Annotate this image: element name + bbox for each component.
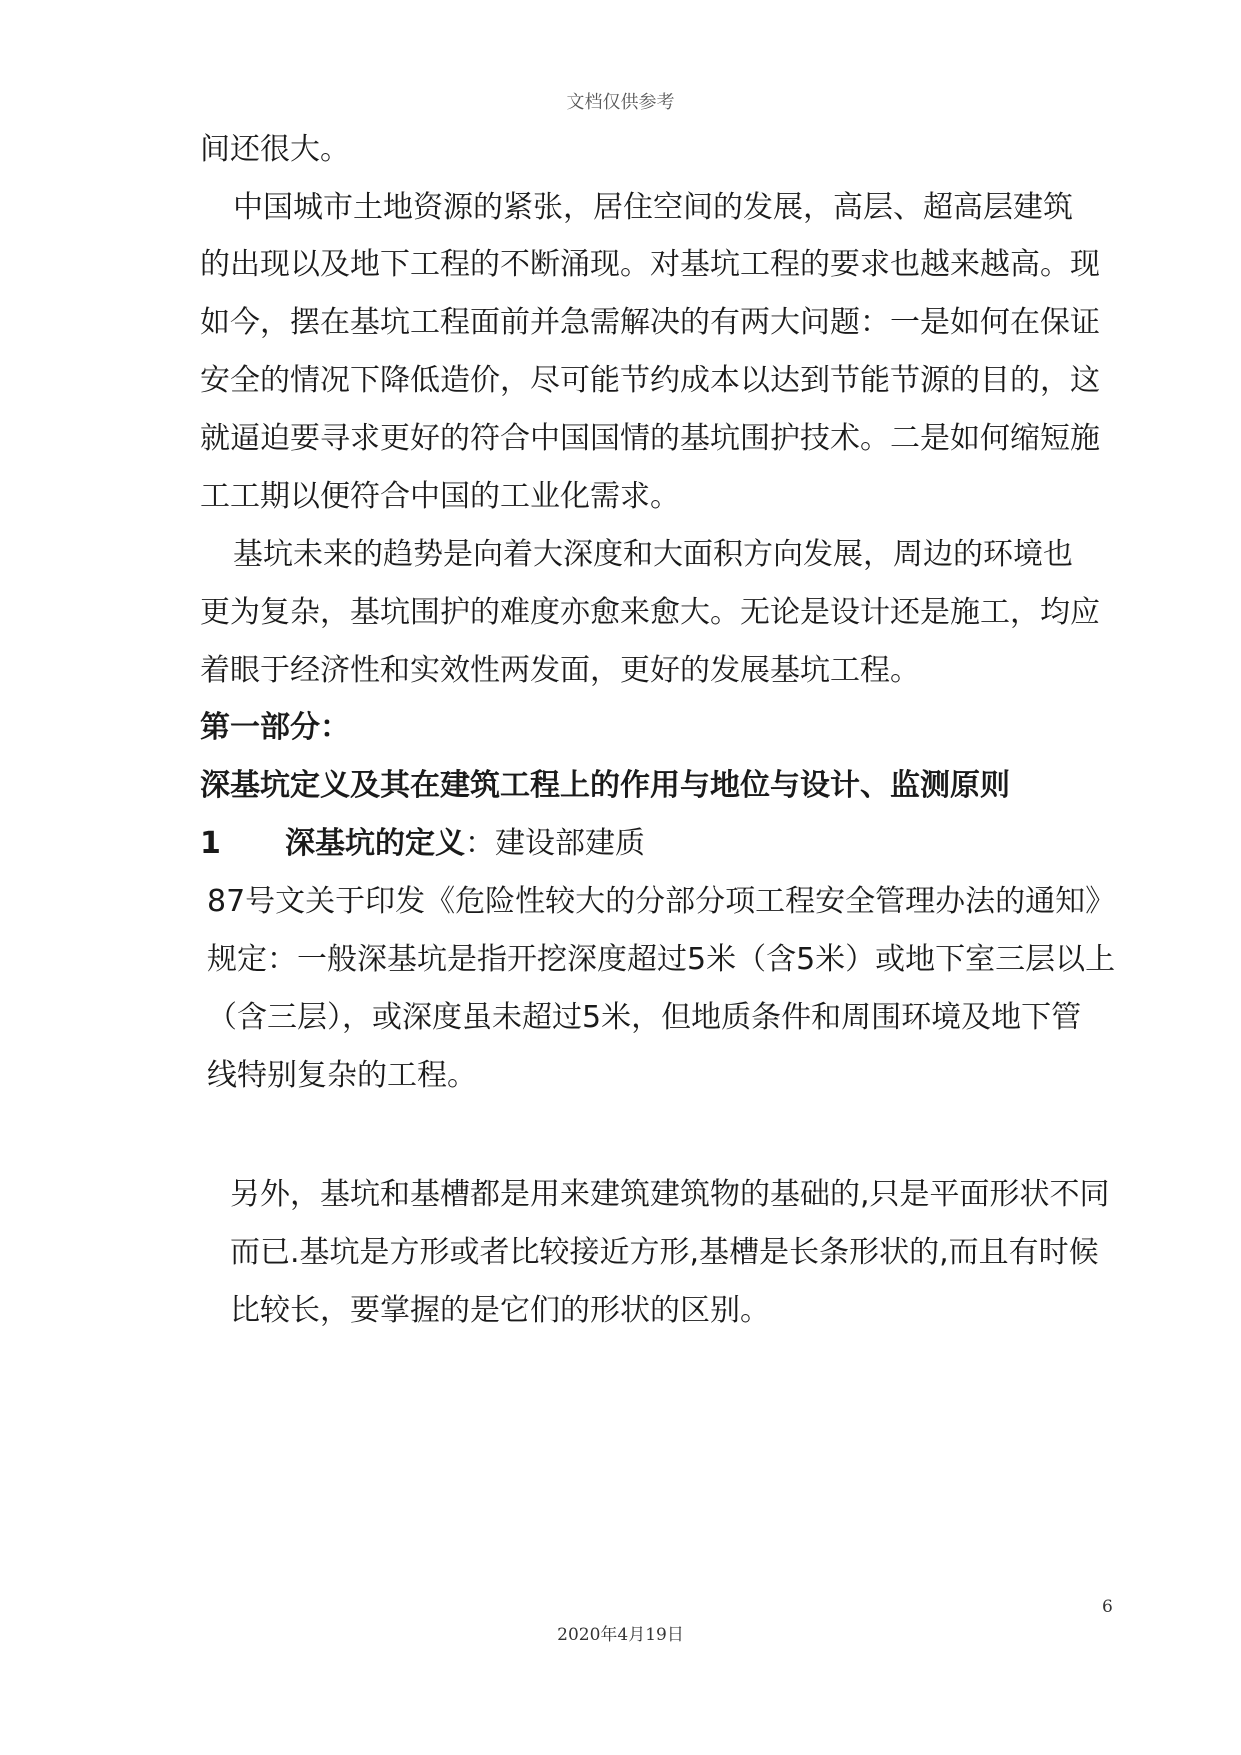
paragraph-line: 安全的情况下降低造价，尽可能节约成本以达到节能节源的目的，这 xyxy=(200,363,1100,398)
paragraph-line: 另外，基坑和基槽都是用来建筑建筑物的基础的,只是平面形状不同 xyxy=(230,1177,1110,1212)
paragraph-line: 如今，摆在基坑工程面前并急需解决的有两大问题：一是如何在保证 xyxy=(200,305,1100,340)
section-heading: 深基坑定义及其在建筑工程上的作用与地位与设计、监测原则 xyxy=(200,768,1010,803)
part-heading: 第一部分： xyxy=(200,710,350,745)
paragraph-line: 更为复杂，基坑围护的难度亦愈来愈大。无论是设计还是施工，均应 xyxy=(200,595,1100,630)
paragraph-line: 间还很大。 xyxy=(200,132,350,167)
paragraph-line: 的出现以及地下工程的不断涌现。对基坑工程的要求也越来越高。现 xyxy=(200,247,1100,282)
page-footer-date: 2020年4月19日 xyxy=(557,1625,684,1645)
paragraph-line: 着眼于经济性和实效性两发面，更好的发展基坑工程。 xyxy=(200,653,920,688)
paragraph-line: （含三层），或深度虽未超过5米，但地质条件和周围环境及地下管 xyxy=(207,1000,1082,1035)
paragraph-line: 就逼迫要寻求更好的符合中国国情的基坑围护技术。二是如何缩短施 xyxy=(200,421,1100,456)
paragraph-line: 87号文关于印发《危险性较大的分部分项工程安全管理办法的通知》 xyxy=(207,884,1116,919)
definition-heading xyxy=(200,824,645,864)
paragraph-line: 规定：一般深基坑是指开挖深度超过5米（含5米）或地下室三层以上 xyxy=(207,942,1116,977)
page-header: 文档仅供参考 xyxy=(566,92,675,113)
definition-source: ：建设部建质 xyxy=(465,826,645,861)
page-number: 6 xyxy=(1102,1597,1113,1617)
definition-title: 深基坑的定义 xyxy=(285,826,465,861)
paragraph-line: 中国城市土地资源的紧张，居住空间的发展，高层、超高层建筑 xyxy=(233,190,1073,225)
definition-number: 1 xyxy=(200,826,221,861)
paragraph-line: 比较长，要掌握的是它们的形状的区别。 xyxy=(230,1293,770,1328)
paragraph-line: 而已.基坑是方形或者比较接近方形,基槽是长条形状的,而且有时候 xyxy=(230,1235,1099,1270)
paragraph-line: 基坑未来的趋势是向着大深度和大面积方向发展，周边的环境也 xyxy=(233,537,1073,572)
paragraph-line: 线特别复杂的工程。 xyxy=(207,1058,477,1093)
paragraph-line: 工工期以便符合中国的工业化需求。 xyxy=(200,479,680,514)
